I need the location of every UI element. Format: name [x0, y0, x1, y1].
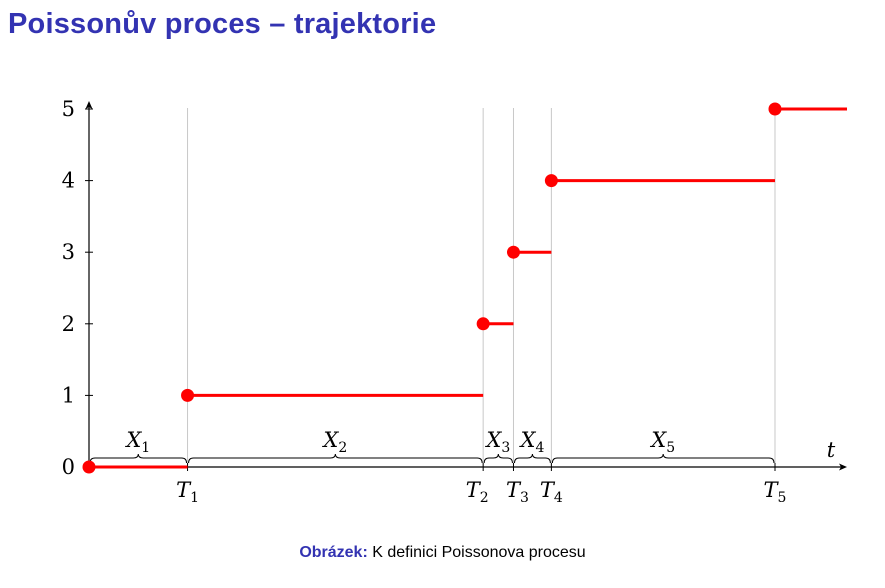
- x-tick-label-t1: $T_1$: [176, 478, 200, 506]
- jump-point-5: [768, 103, 781, 116]
- grid-lines: [188, 108, 775, 467]
- jump-point-4: [545, 174, 558, 187]
- x-tick-label-t5: $T_5$: [763, 478, 787, 506]
- x-axis-label: t: [826, 438, 836, 462]
- caption-text: K definici Poissonova procesu: [372, 544, 586, 561]
- brace-x5: [552, 454, 774, 463]
- interval-label-x4: $X_4$: [520, 428, 545, 456]
- jump-point-2: [477, 317, 490, 330]
- interval-label-x5: $X_5$: [651, 428, 676, 456]
- x-tick-label-t3: $T_3$: [506, 478, 529, 506]
- interval-label-x2: $X_2$: [323, 428, 348, 456]
- jump-point-0: [83, 461, 96, 474]
- y-tick-label-5: 5: [61, 97, 75, 121]
- jump-point-3: [507, 246, 520, 259]
- caption-label: Obrázek:: [299, 544, 368, 561]
- trajectory-steps: [83, 103, 848, 474]
- axis-labels: [62, 97, 836, 506]
- x-tick-label-t2: $T_2$: [465, 478, 489, 506]
- y-tick-label-2: 2: [61, 311, 75, 336]
- interval-label-x1: $X_1$: [126, 428, 151, 456]
- y-tick-label-4: 4: [61, 168, 75, 193]
- brace-x2: [189, 454, 483, 463]
- interval-label-x3: $X_3$: [486, 428, 511, 456]
- brace-x1: [90, 454, 187, 463]
- axes: [85, 101, 847, 471]
- y-tick-label-3: 3: [61, 240, 75, 265]
- brace-x4: [514, 454, 550, 463]
- y-tick-label-0: 0: [61, 455, 75, 479]
- x-tick-label-t4: $T_4$: [539, 478, 563, 506]
- figure-caption: [0, 544, 885, 562]
- slide-title: Poissonův proces – trajektorie: [8, 8, 437, 40]
- jump-point-1: [181, 389, 194, 402]
- y-tick-label-1: 1: [61, 383, 75, 408]
